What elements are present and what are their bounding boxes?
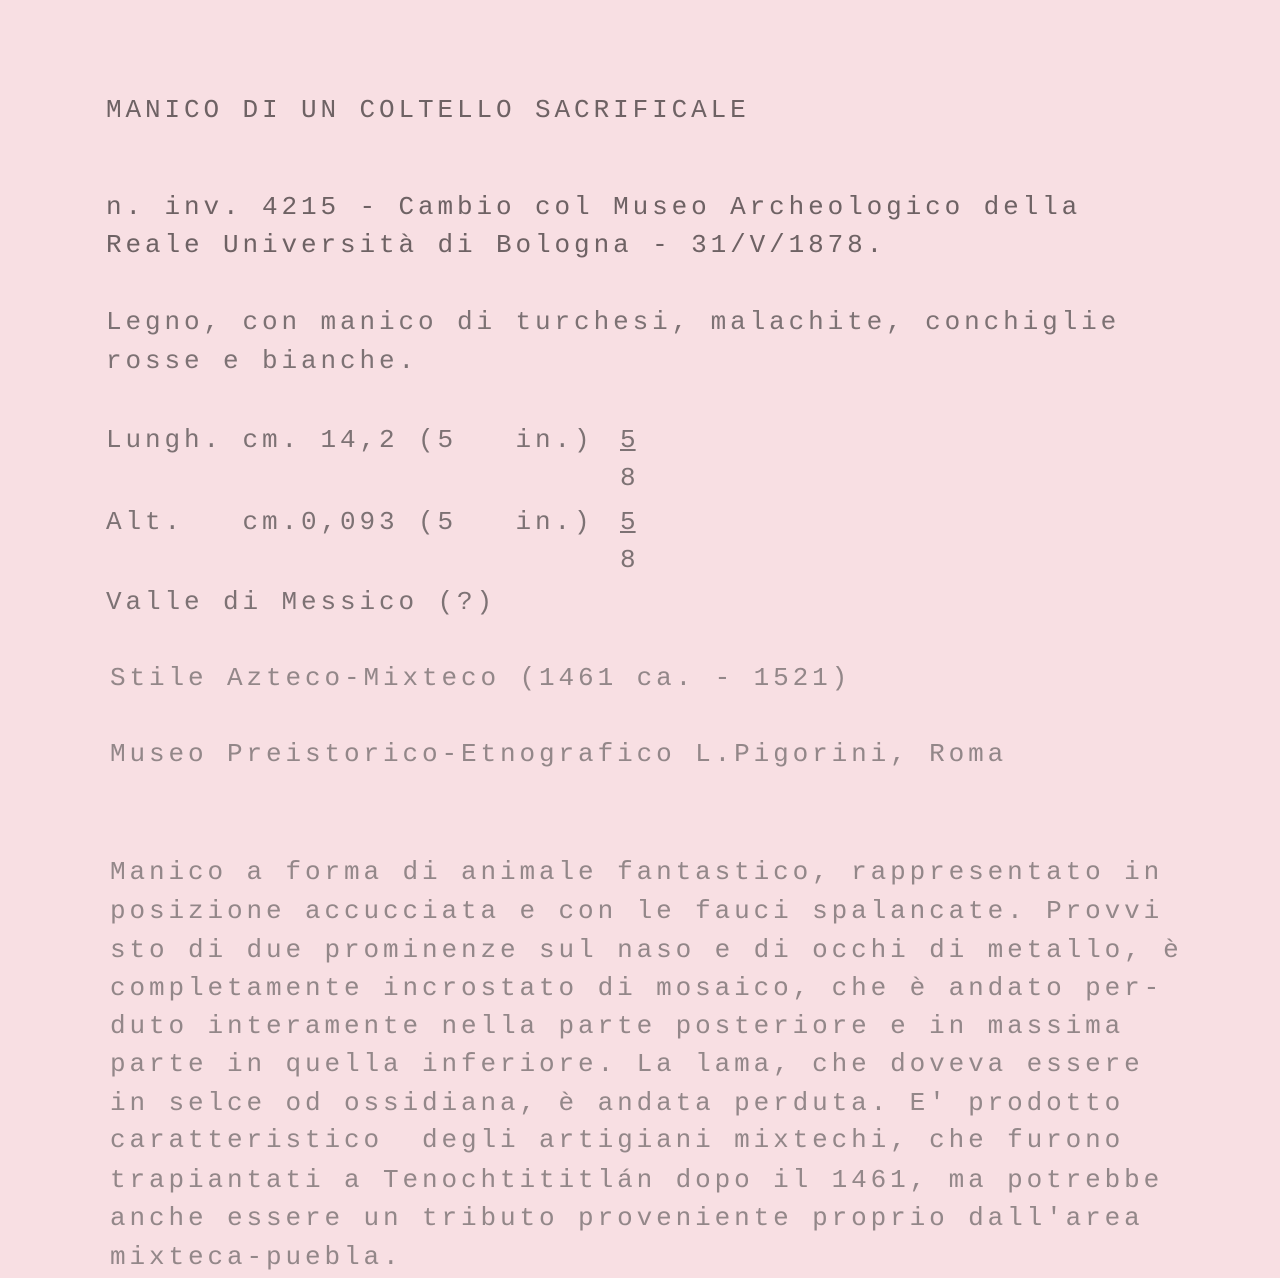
- material-line-1: Legno, con manico di turchesi, malachite, conchiglie: [106, 307, 1121, 337]
- inventory-line-1: n. inv. 4215 - Cambio col Museo Archeologico della: [106, 192, 1082, 222]
- style-line: Stile Azteco-Mixteco (1461 ca. - 1521): [110, 663, 852, 693]
- description-line: mixteca-puebla.: [110, 1242, 403, 1272]
- description-line: parte in quella inferiore. La lama, che doveva essere: [110, 1049, 1144, 1079]
- description-line: in selce od ossidiana, è andata perduta. E' prodotto: [110, 1088, 1125, 1118]
- description-line: Manico a forma di animale fantastico, rappresentato in: [110, 857, 1164, 887]
- description-line: posizione accucciata e con le fauci spalancate. Provvi: [110, 896, 1164, 926]
- description-line: completamente incrostato di mosaico, che è andato per-: [110, 973, 1164, 1003]
- length-fraction-denominator: 8: [620, 463, 636, 493]
- height-fraction-denominator: 8: [620, 545, 636, 575]
- length-line: Lungh. cm. 14,2 (5 in.): [106, 425, 594, 455]
- height-line: Alt. cm.0,093 (5 in.): [106, 507, 594, 537]
- inventory-line-2: Reale Università di Bologna - 31/V/1878.: [106, 230, 887, 260]
- origin-line: Valle di Messico (?): [106, 587, 497, 617]
- description-line: trapiantati a Tenochtititlán dopo il 1461, ma potrebbe: [110, 1165, 1164, 1195]
- description-line: anche essere un tributo proveniente proprio dall'area: [110, 1203, 1144, 1233]
- museum-line: Museo Preistorico-Etnografico L.Pigorini, Roma: [110, 739, 1008, 769]
- description-line: sto di due prominenze sul naso e di occhi di metallo, è: [110, 935, 1183, 965]
- document-title: MANICO DI UN COLTELLO SACRIFICALE: [106, 95, 750, 125]
- height-fraction-numerator: 5: [620, 507, 636, 537]
- length-fraction-numerator: 5: [620, 425, 636, 455]
- description-line: caratteristico degli artigiani mixtechi, che furono: [110, 1125, 1125, 1155]
- material-line-2: rosse e bianche.: [106, 346, 419, 376]
- description-line: duto interamente nella parte posteriore e in massima: [110, 1011, 1125, 1041]
